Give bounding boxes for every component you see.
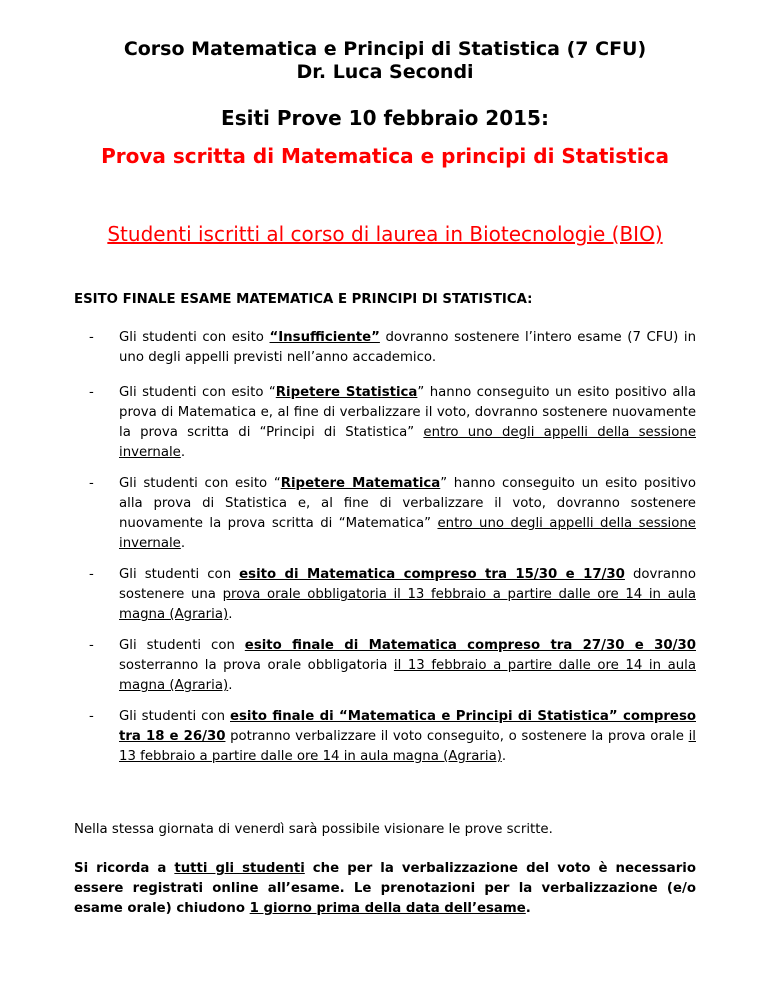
rule-emphasis: esito finale di “Matematica e Principi di Statistica” compreso tra 18 e 26/30 [119, 709, 696, 744]
results-date-heading: Esiti Prove 10 febbraio 2015: [221, 106, 549, 130]
rule-deadline: il 13 febbraio a partire dalle ore 14 in aula magna (Agraria) [119, 658, 696, 693]
list-bullet: - [89, 385, 94, 400]
viewing-note: Nella stessa giornata di venerdì sarà possibile visionare le prove scritte. [74, 822, 553, 837]
list-bullet: - [89, 330, 94, 345]
rule-deadline: entro uno degli appelli della sessione invernale [119, 425, 696, 460]
rule-text: Gli studenti con esito “Insufficiente” dovranno sostenere l’intero esame (7 CFU) in uno degli appelli previsti nell’anno accademico. [119, 330, 696, 365]
reminder-emphasis: tutti gli studenti [174, 861, 305, 876]
list-bullet: - [89, 638, 94, 653]
rule-emphasis: esito finale di Matematica compreso tra 27/30 e 30/30 [244, 638, 696, 653]
instructor-name: Dr. Luca Secondi [296, 61, 474, 83]
list-bullet: - [89, 709, 94, 724]
list-bullet: - [89, 567, 94, 582]
reminder-deadline: 1 giorno prima della data dell’esame [249, 901, 526, 916]
rule-emphasis: Ripetere Statistica [275, 385, 418, 400]
rule-emphasis: Ripetere Matematica [280, 476, 441, 491]
rule-text: Gli studenti con esito finale di Matematica compreso tra 27/30 e 30/30 sosterranno la prova orale obbligatoria il 13 febbraio a partire dalle ore 14 in aula magna (Agraria). [119, 638, 696, 693]
rule-emphasis: “Insufficiente” [269, 330, 380, 345]
exam-title: Prova scritta di Matematica e principi di Statistica [101, 144, 669, 168]
list-bullet: - [89, 476, 94, 491]
registration-reminder: Si ricorda a tutti gli studenti che per la verbalizzazione del voto è necessario essere registrati online all’esame. Le prenotazioni per la verbalizzazione (e/o esame orale) chiudono 1 giorno prima della data dell’esame. [74, 861, 696, 916]
rule-deadline: il 13 febbraio a partire dalle ore 14 in aula magna (Agraria) [119, 729, 696, 764]
rule-deadline: prova orale obbligatoria il 13 febbraio a partire dalle ore 14 in aula magna (Agraria) [119, 587, 696, 622]
rule-text: Gli studenti con esito di Matematica compreso tra 15/30 e 17/30 dovranno sostenere una prova orale obbligatoria il 13 febbraio a partire dalle ore 14 in aula magna (Agraria). [119, 567, 696, 622]
section-heading: ESITO FINALE ESAME MATEMATICA E PRINCIPI DI STATISTICA: [74, 292, 533, 307]
rule-text: Gli studenti con esito “Ripetere Matematica” hanno conseguito un esito positivo alla prova di Statistica e, al fine di verbalizzare il voto, dovranno sostenere nuovamente la prova scritta di “Matematica” entro uno degli appelli della sessione invernale. [119, 476, 696, 551]
rule-text: Gli studenti con esito finale di “Matematica e Principi di Statistica” compreso tra 18 e 26/30 potranno verbalizzare il voto conseguito, o sostenere la prova orale il 13 febbraio a partire dalle ore 14 in aula magna (Agraria). [119, 709, 696, 764]
course-title [74, 38, 696, 84]
students-group-heading: Studenti iscritti al corso di laurea in Biotecnologie (BIO) [107, 222, 663, 246]
rule-deadline: entro uno degli appelli della sessione invernale [119, 516, 696, 551]
rule-text: Gli studenti con esito “Ripetere Statistica” hanno conseguito un esito positivo alla prova di Matematica e, al fine di verbalizzare il voto, dovranno sostenere nuovamente la prova scritta di “Principi di Statistica” entro uno degli appelli della sessione invernale. [119, 385, 696, 460]
rule-emphasis: esito di Matematica compreso tra 15/30 e 17/30 [239, 567, 625, 582]
course-name: Corso Matematica e Principi di Statistica (7 CFU) [123, 38, 647, 60]
